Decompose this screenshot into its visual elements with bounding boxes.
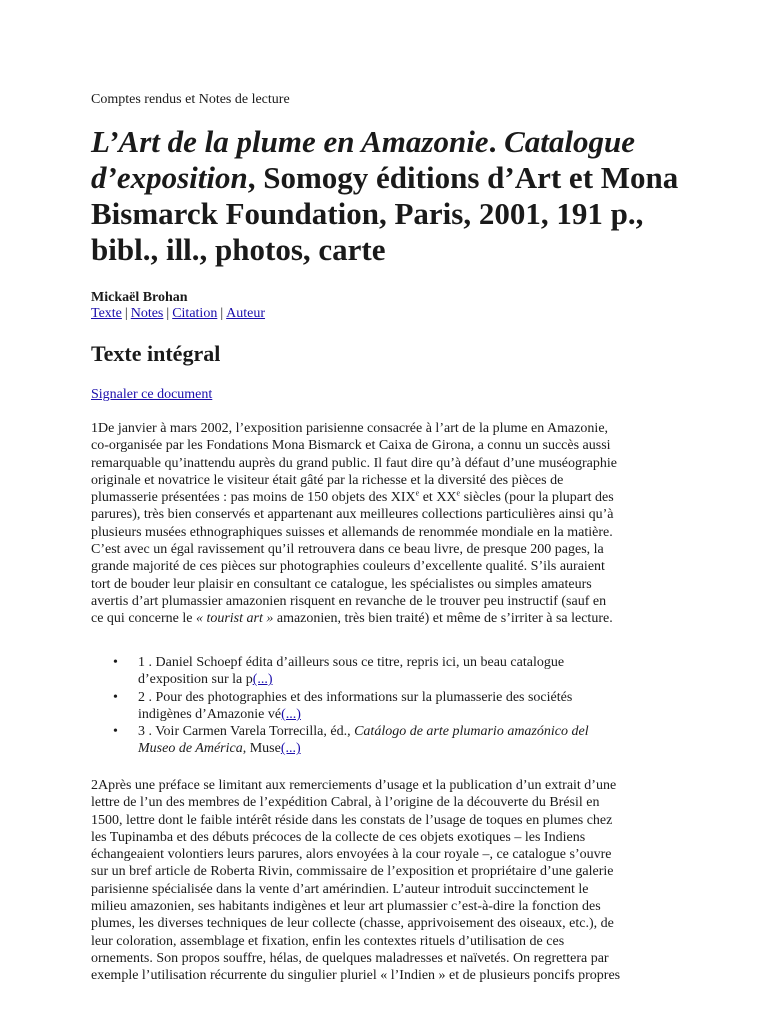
document-nav [91,305,265,323]
paragraph-1 [91,420,687,628]
footnote-fragment: d’exposition sur la p [138,672,253,688]
paragraph-line: avertis d’art plumassier amazonien risquent en revanche de le trouver peu instructif (sauf en [91,593,607,609]
footnote-line [138,706,687,723]
footnote-more-link[interactable]: (...) [252,672,273,688]
footnote-line [138,671,687,688]
line-fragment: ce qui concerne le [91,611,196,627]
paragraph-line: sur un bref article de Roberta Rivin, commissaire de l’exposition et propriétaire d’une galerie [91,864,614,880]
footnotes-list [91,654,687,758]
nav-separator: | [220,306,224,321]
book-subtitle: Catalogue d’exposition [91,124,635,195]
paragraph-line: co-organisée par les Fondations Mona Bismarck et Caixa de Girona, a connu un succès aussi [91,438,611,454]
nav-link-texte[interactable]: Texte [91,306,122,321]
footnote-italic: Catálogo de arte plumario amazónico del [354,724,589,740]
nav-separator: | [124,306,128,321]
paragraph-line: plusieurs musées ethnographiques suisses et allemands de renommée mondiale en la matière. [91,524,613,540]
paragraph-line: parisienne spécialisée dans la vente d’art amérindien. L’auteur introduit succinctement le [91,881,589,897]
bullet-icon: • [113,689,118,705]
superscript: e [415,488,420,498]
paragraph-2 [91,777,687,985]
line-fragment: siècles (pour la plupart des [460,490,614,506]
bullet-icon: • [113,724,118,740]
line-fragment: plumasserie présentées : pas moins de 150 objets des XIX [91,490,416,506]
italic-fragment: « tourist art » [195,611,274,627]
paragraph-line: tort de bouder leur plaisir en consultant ce catalogue, les spécialistes ou simples amateurs [91,576,592,592]
nav-link-citation[interactable]: Citation [172,306,218,321]
footnote-item [91,654,687,689]
review-title [91,124,687,268]
nav-link-notes[interactable]: Notes [130,306,164,321]
superscript: e [456,488,461,498]
line-fragment: amazonien, très bien traité) et même de s’irriter à sa lecture. [273,611,613,627]
footnote-line: 2 . Pour des photographies et des informations sur la plumasserie des sociétés [138,689,573,705]
author-name: Mickaël Brohan [91,290,188,305]
section-heading: Texte intégral [91,341,221,366]
paragraph-line: plumes, les diverses techniques de leur collecte (chasse, apprivoisement des oiseaux, etc.), de [91,916,614,932]
footnote-fragment: 3 . Voir Carmen Varela Torrecilla, éd., [138,724,355,740]
paragraph-line: lettre de l’un des membres de l’expédition Cabral, à l’origine de la découverte du Brésil en [91,795,600,811]
bullet-icon: • [113,655,118,670]
footnote-line [138,723,687,740]
paragraph-line-last [91,610,687,627]
report-document-link[interactable]: Signaler ce document [91,387,213,402]
paragraph-line: originale et novatrice le visiteur était gâté par la richesse et la diversité des pièces de [91,472,564,488]
paragraph-line: remarquable qu’inattendu auprès du grand public. Il faut dire qu’à défaut d’une muséographie [91,455,617,471]
nav-separator: | [166,306,170,321]
footnote-fragment: indigènes d’Amazonie vé [138,706,282,722]
paragraph-line: leur coloration, assemblage et fixation, enfin les contextes rituels d’utilisation de ces [91,933,565,949]
footnote-item [91,723,687,758]
line-fragment: et XX [419,490,457,506]
paragraph-line: ornements. Son propos souffre, hélas, de quelques maladresses et naïvetés. On regrettera par [91,950,609,966]
paragraph-line: parures), très bien conservés et appartenant aux meilleures collections particulières ainsi qu’à [91,507,614,523]
footnote-italic: Museo de América [138,741,243,757]
footnote-more-link[interactable]: (...) [280,741,301,757]
paragraph-line: échangeaient volontiers leurs parures, alors envoyées à la cour royale –, ce catalogue s’ouvre [91,847,612,863]
paragraph-line: les Tupinamba et des débuts précoces de la collecte de ces objets exotiques – les Indiens [91,829,586,845]
nav-link-auteur[interactable]: Auteur [226,306,266,321]
footnote-item [91,689,687,724]
footnote-more-link[interactable]: (...) [281,706,301,722]
paragraph-line: C’est avec un égal ravissement qu’il retrouvera dans ce beau livre, de presque 200 pages, la [91,542,604,558]
section-label: Comptes rendus et Notes de lecture [91,92,290,107]
book-title: L’Art de la plume en Amazonie [91,124,489,159]
publication-details: , Somogy éditions d’Art et Mona Bismarck Foundation, Paris, 2001, 191 p., bibl., ill., photos, carte [91,160,679,267]
footnote-line: 1 . Daniel Schoepf édita d’ailleurs sous ce titre, repris ici, un beau catalogue [138,655,565,670]
footnote-line [138,740,687,757]
paragraph-line: 1De janvier à mars 2002, l’exposition parisienne consacrée à l’art de la plume en Amazonie, [91,421,609,436]
paragraph-line-centuries [91,489,687,506]
paragraph-line: exemple l’utilisation récurrente du singulier pluriel « l’Indien » et de plusieurs poncifs propres [91,968,621,984]
paragraph-line: 1500, lettre dont le faible intérêt réside dans les constats de l’usage de toques en plumes chez [91,812,613,828]
paragraph-line: 2Après une préface se limitant aux remerciements d’usage et la publication d’un extrait d’une [91,778,617,793]
title-separator: . [488,124,505,159]
paragraph-line: milieu amazonien, ses habitants indigènes et leur art plumassier c’est-à-dire la fonction des [91,899,601,915]
paragraph-line: grande majorité de ces pièces sur photographies couleurs d’excellente qualité. S’ils auraient [91,559,605,575]
footnote-fragment: , Muse [242,741,281,757]
